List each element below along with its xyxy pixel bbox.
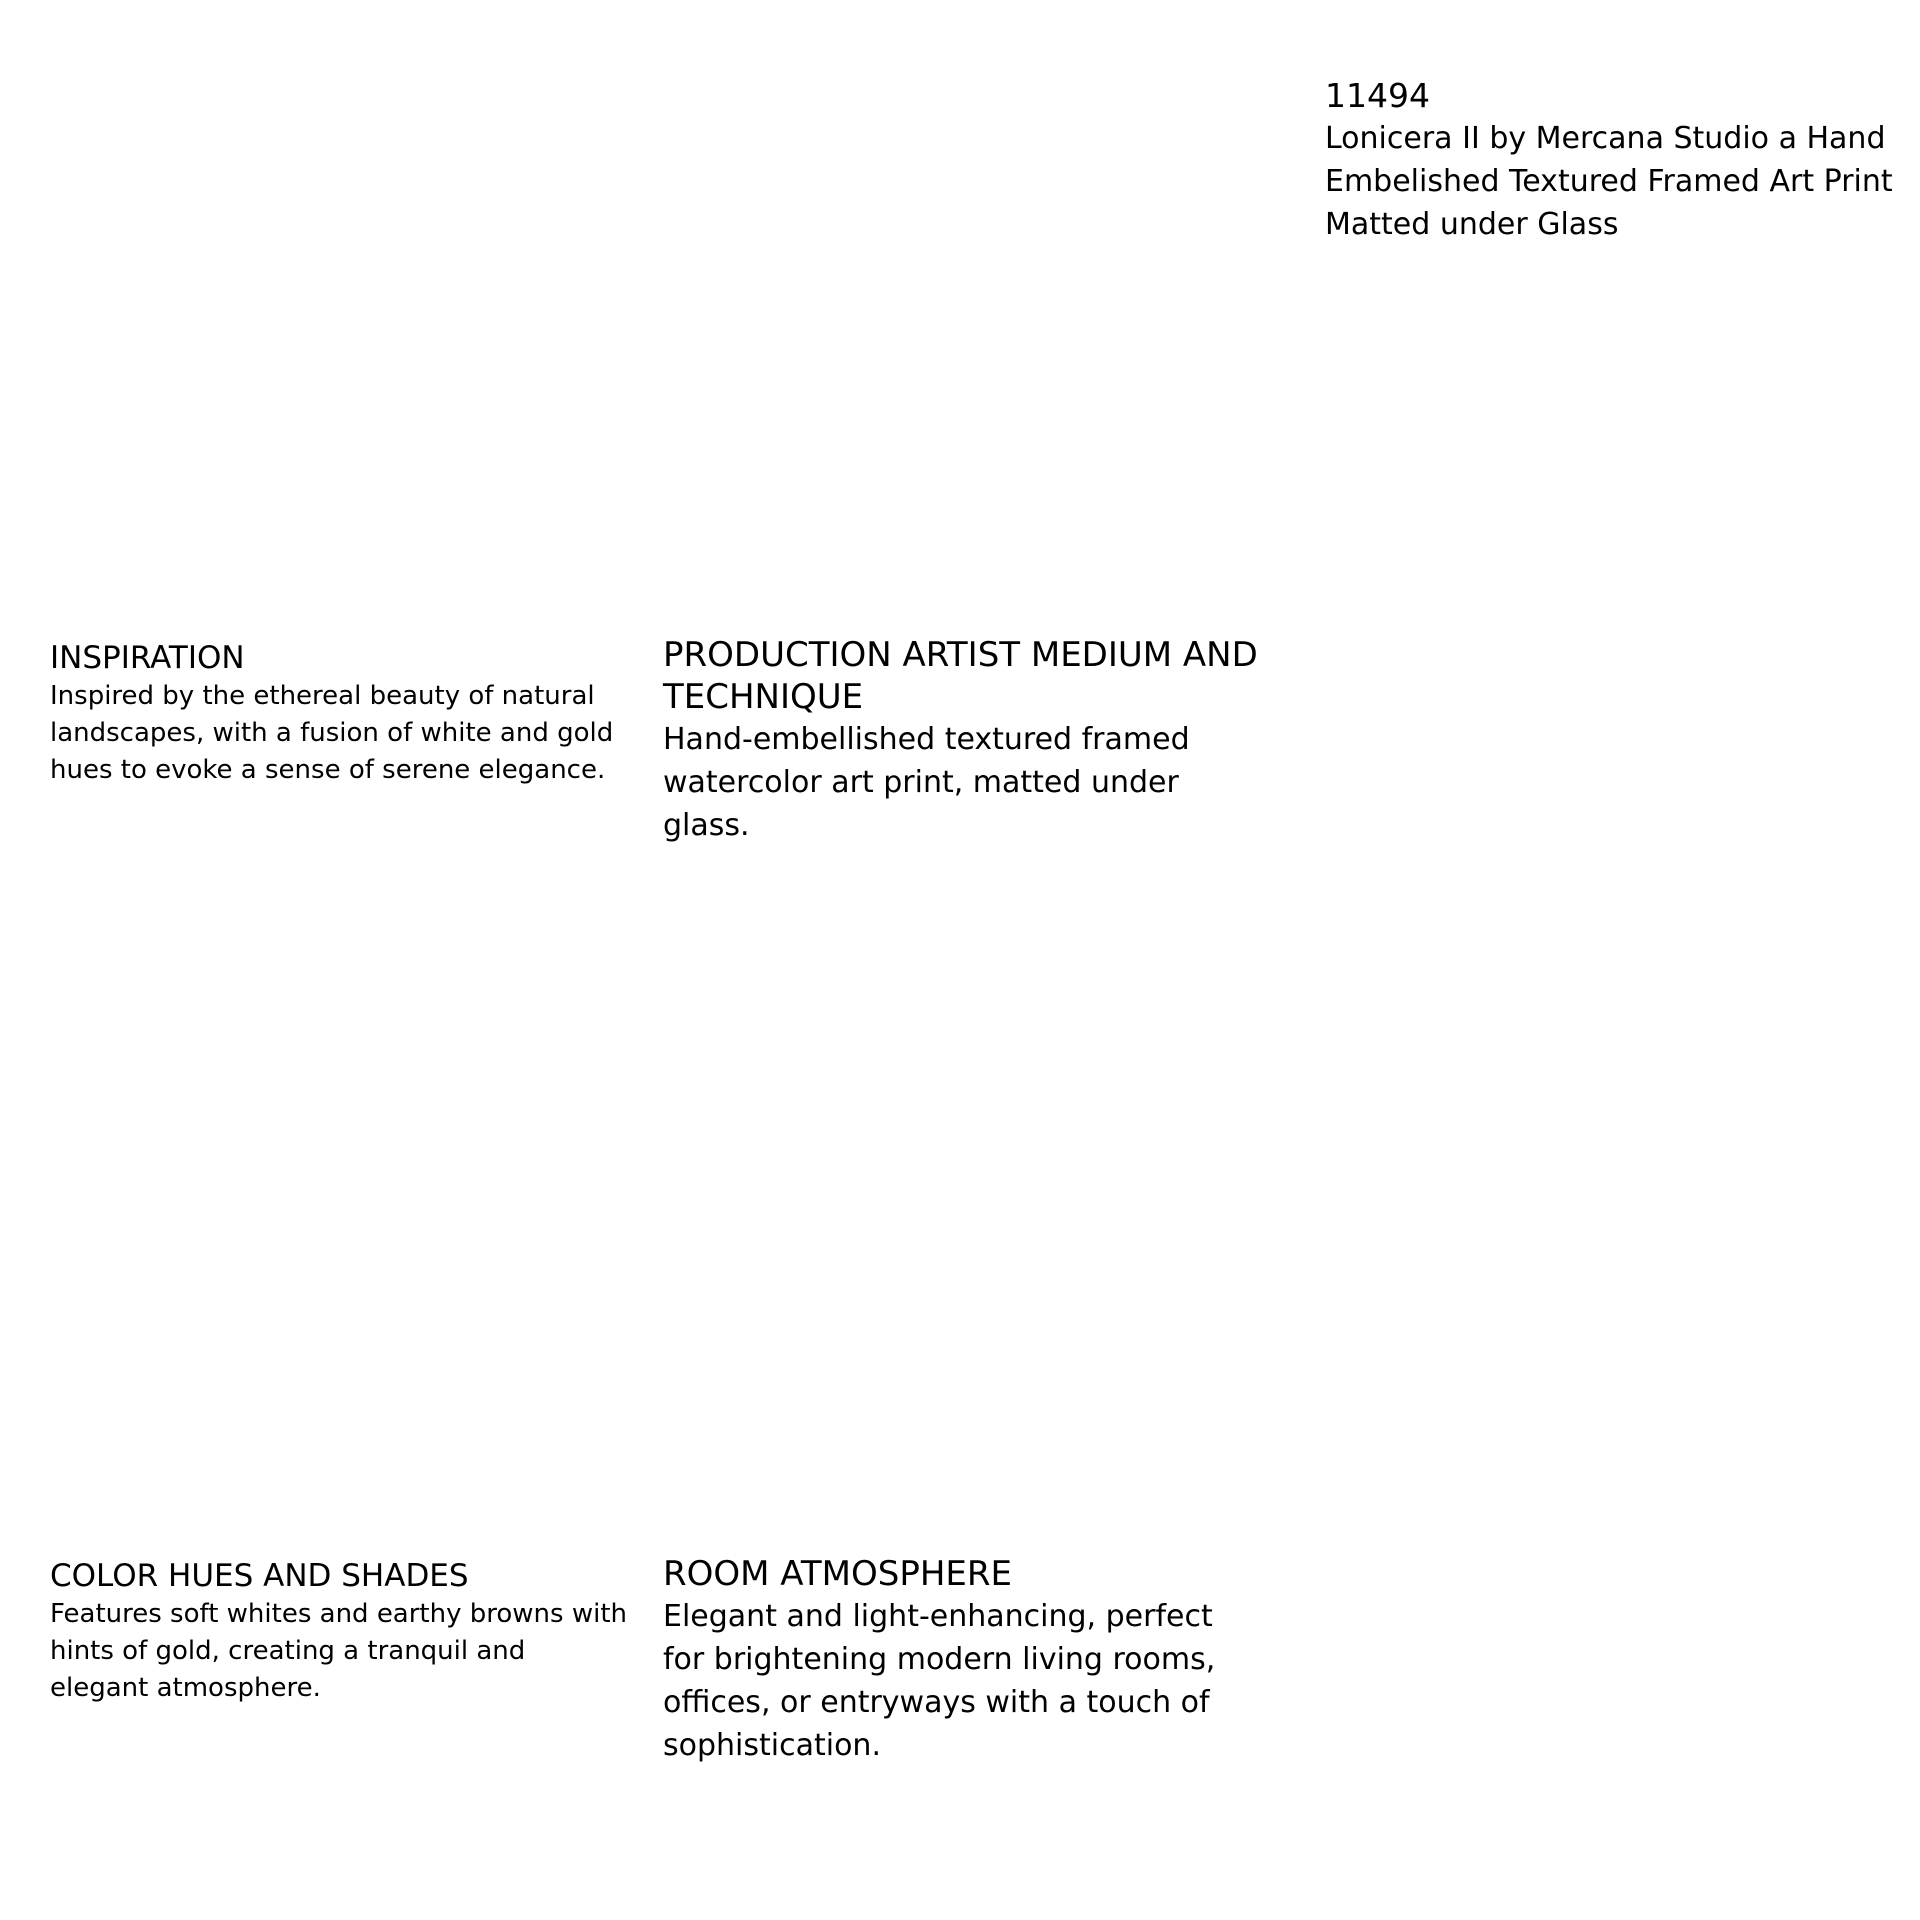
room-section bbox=[663, 1553, 1283, 1767]
production-section bbox=[663, 634, 1283, 847]
inspiration-section bbox=[50, 638, 630, 789]
production-heading: PRODUCTION ARTIST MEDIUM AND TECHNIQUE bbox=[663, 635, 1258, 717]
color-section bbox=[50, 1556, 630, 1707]
product-info bbox=[1325, 75, 1905, 246]
inspiration-body: Inspired by the ethereal beauty of natural landscapes, with a fusion of white and gold hues to evoke a sense of serene elegance. bbox=[50, 681, 614, 785]
color-body: Features soft whites and earthy browns with hints of gold, creating a tranquil and elegant atmosphere. bbox=[50, 1599, 628, 1703]
production-body: Hand-embellished textured framed watercolor art print, matted under glass. bbox=[663, 722, 1190, 843]
room-heading: ROOM ATMOSPHERE bbox=[663, 1554, 1013, 1594]
product-description: Lonicera II by Mercana Studio a Hand Embelished Textured Framed Art Print Matted under Glass bbox=[1325, 121, 1893, 242]
color-heading: COLOR HUES AND SHADES bbox=[50, 1558, 469, 1594]
inspiration-heading: INSPIRATION bbox=[50, 640, 245, 676]
room-body: Elegant and light-enhancing, perfect for brightening modern living rooms, offices, or entryways with a touch of sophistication. bbox=[663, 1599, 1216, 1763]
product-sku: 11494 bbox=[1325, 76, 1430, 115]
